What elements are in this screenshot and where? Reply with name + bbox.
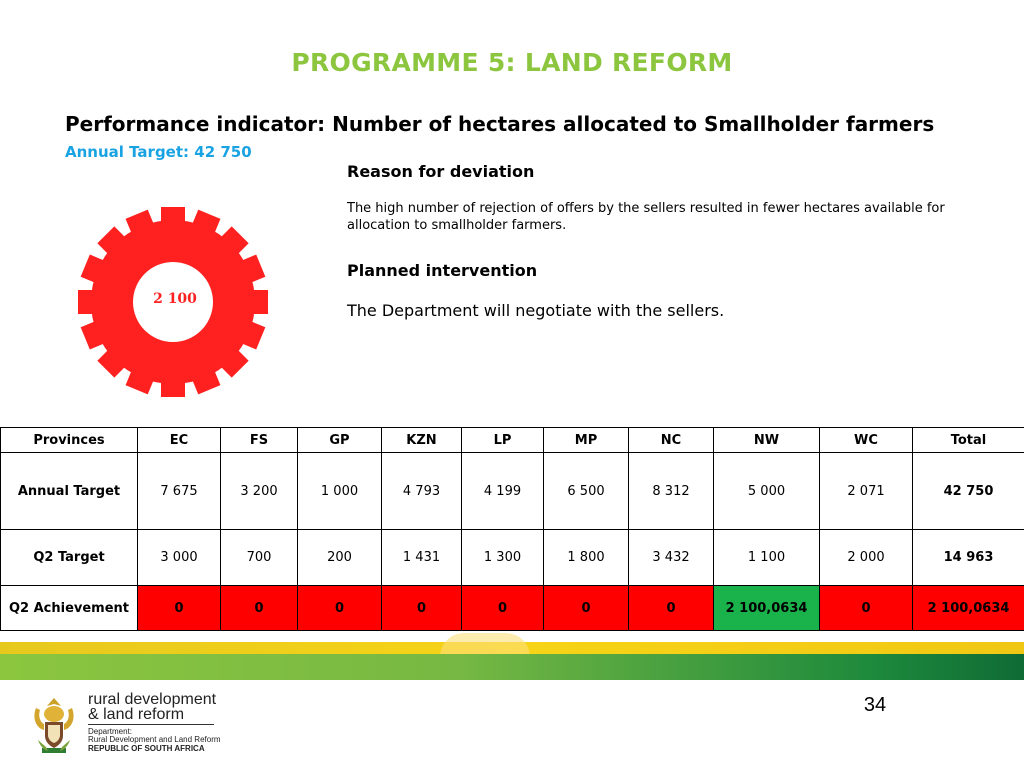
logo-divider <box>88 724 214 725</box>
table-row <box>1 530 1024 586</box>
table-total-cell: 14 963 <box>913 530 1024 586</box>
page-number: 34 <box>863 694 887 716</box>
table-cell: 5 000 <box>714 453 820 530</box>
table-cell: 200 <box>298 530 382 586</box>
intervention-text: The Department will negotiate with the sellers. <box>347 301 725 320</box>
dept-label: Department: <box>88 727 133 736</box>
achievement-cell: 0 <box>138 586 221 631</box>
table-cell: 3 200 <box>221 453 298 530</box>
gear-value: 2 100 <box>153 291 197 307</box>
logo-text-line1: rural development <box>88 691 217 708</box>
table-header-cell: MP <box>544 428 629 453</box>
achievement-cell: 2 100,0634 <box>714 586 820 631</box>
table-cell: 1 431 <box>382 530 462 586</box>
achievement-cell: 0 <box>221 586 298 631</box>
achievement-cell: 0 <box>629 586 714 631</box>
table-cell: 3 000 <box>138 530 221 586</box>
table-total-cell: 42 750 <box>913 453 1024 530</box>
logo-text-line2: & land reform <box>88 706 185 723</box>
dept-country: REPUBLIC OF SOUTH AFRICA <box>88 744 205 753</box>
table-header-cell: FS <box>221 428 298 453</box>
provinces-table <box>0 427 1024 631</box>
reason-heading: Reason for deviation <box>347 162 535 181</box>
achievement-cell: 0 <box>382 586 462 631</box>
dept-name: Rural Development and Land Reform <box>88 735 221 744</box>
table-cell: 3 432 <box>629 530 714 586</box>
table-row <box>1 453 1024 530</box>
footer-band-green <box>0 654 1024 680</box>
achievement-total-cell: 2 100,0634 <box>913 586 1024 631</box>
table-cell: 1 000 <box>298 453 382 530</box>
achievement-cell: 0 <box>544 586 629 631</box>
table-header-row <box>1 428 1024 453</box>
slide-title: PROGRAMME 5: LAND REFORM <box>291 48 733 77</box>
table-cell: 700 <box>221 530 298 586</box>
coat-of-arms-icon <box>30 694 78 756</box>
table-cell: 1 100 <box>714 530 820 586</box>
table-header-cell: KZN <box>382 428 462 453</box>
achievement-cell: 0 <box>462 586 544 631</box>
table-cell: 8 312 <box>629 453 714 530</box>
table-cell: 1 800 <box>544 530 629 586</box>
table-cell: 4 199 <box>462 453 544 530</box>
performance-indicator: Performance indicator: Number of hectares allocated to Smallholder farmers <box>65 112 935 136</box>
achievement-cell: 0 <box>820 586 913 631</box>
row-label: Q2 Achievement <box>1 586 138 631</box>
table-row <box>1 586 1024 631</box>
reason-text: The high number of rejection of offers by the sellers resulted in fewer hectares available for allocation to smallholder farmers. <box>347 201 945 233</box>
table-cell: 7 675 <box>138 453 221 530</box>
table-cell: 6 500 <box>544 453 629 530</box>
table-cell: 2 000 <box>820 530 913 586</box>
table-header-cell: EC <box>138 428 221 453</box>
table-header-cell: Provinces <box>1 428 138 453</box>
table-header-cell: Total <box>913 428 1024 453</box>
row-label: Annual Target <box>1 453 138 530</box>
table-header-cell: NC <box>629 428 714 453</box>
table-header-cell: WC <box>820 428 913 453</box>
table-cell: 2 071 <box>820 453 913 530</box>
intervention-heading: Planned intervention <box>347 261 538 280</box>
annual-target-label: Annual Target: 42 750 <box>65 143 252 161</box>
table-header-cell: NW <box>714 428 820 453</box>
row-label: Q2 Target <box>1 530 138 586</box>
table-cell: 1 300 <box>462 530 544 586</box>
table-header-cell: LP <box>462 428 544 453</box>
achievement-cell: 0 <box>298 586 382 631</box>
table-cell: 4 793 <box>382 453 462 530</box>
table-header-cell: GP <box>298 428 382 453</box>
